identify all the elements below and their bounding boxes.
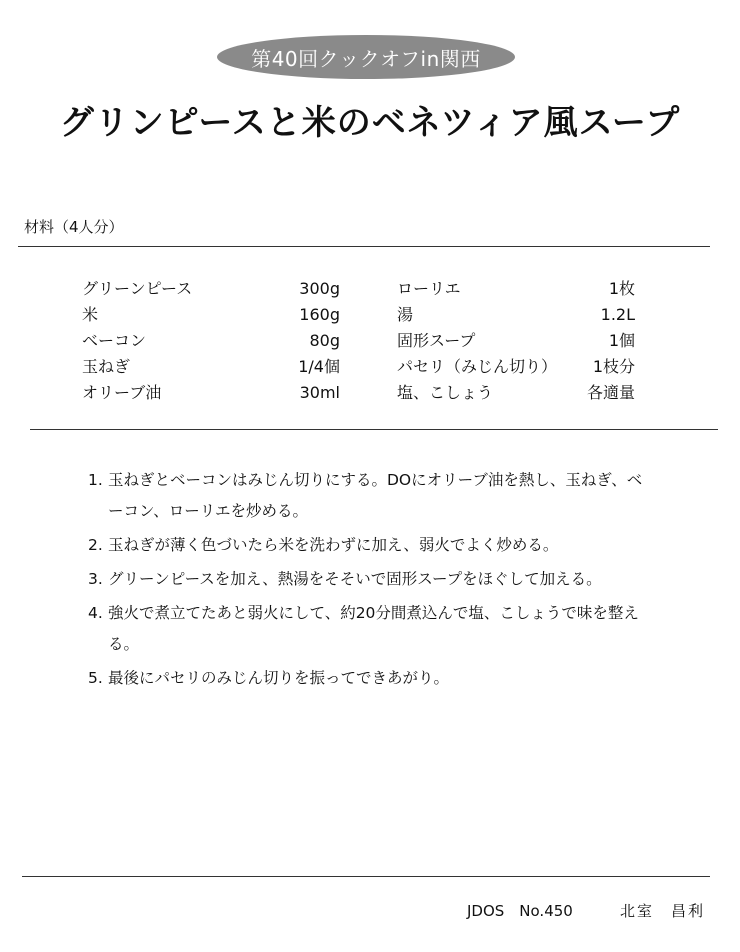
- ingredient-name: ローリエ: [397, 279, 461, 298]
- ingredient-amount: 1/4個: [298, 357, 340, 376]
- recipe-title: グリンピースと米のベネツィア風スープ: [59, 103, 681, 143]
- step-item: [88, 465, 648, 527]
- step-number: 3.: [88, 570, 103, 588]
- ingredient-row: [397, 380, 635, 406]
- step-item: [88, 663, 648, 694]
- steps-list: [88, 465, 648, 697]
- ingredient-row: [397, 354, 635, 380]
- ingredient-name: オリーブ油: [82, 383, 162, 402]
- ingredient-name: グリーンピース: [82, 279, 193, 298]
- ingredients-heading: 材料（4人分）: [24, 218, 124, 236]
- ingredient-amount: 1枝分: [592, 357, 635, 376]
- step-text: 強火で煮立てたあと弱火にして、約20分間煮込んで塩、こしょうで味を整える。: [108, 604, 639, 653]
- step-text: 最後にパセリのみじん切りを振ってできあがり。: [108, 669, 450, 687]
- step-item: [88, 530, 648, 561]
- ingredients-left-column: [82, 276, 340, 406]
- footer-id: JDOS No.450: [467, 902, 573, 920]
- footer-author: 北室 昌利: [620, 902, 706, 920]
- ingredient-row: [397, 328, 635, 354]
- ingredients-right-column: [397, 276, 635, 406]
- ingredient-amount: 1.2L: [600, 305, 635, 324]
- ingredient-name: 玉ねぎ: [82, 357, 131, 376]
- divider-top: [18, 246, 710, 247]
- ingredient-row: [82, 354, 340, 380]
- ingredient-name: ベーコン: [82, 331, 147, 350]
- step-number: 1.: [88, 471, 103, 489]
- step-text: 玉ねぎが薄く色づいたら米を洗わずに加え、弱火でよく炒める。: [108, 536, 559, 554]
- step-number: 5.: [88, 669, 103, 687]
- step-text: グリーンピースを加え、熱湯をそそいで固形スープをほぐして加える。: [108, 570, 602, 588]
- ingredient-row: [82, 276, 340, 302]
- step-item: [88, 564, 648, 595]
- ingredient-row: [397, 302, 635, 328]
- step-text: 玉ねぎとベーコンはみじん切りにする。DOにオリーブ油を熱し、玉ねぎ、ベーコン、ローリエを炒める。: [108, 471, 643, 520]
- event-badge: [217, 35, 515, 79]
- ingredient-name: 米: [82, 305, 99, 324]
- ingredient-name: 固形スープ: [397, 331, 476, 350]
- ingredient-amount: 1個: [608, 331, 635, 350]
- divider-bottom: [22, 876, 710, 877]
- event-label: 第40回クックオフin関西: [251, 46, 481, 71]
- ingredient-amount: 1枚: [608, 279, 635, 298]
- ingredient-amount: 各適量: [586, 383, 635, 402]
- ingredient-amount: 300g: [299, 279, 340, 298]
- ingredient-name: 湯: [397, 305, 414, 324]
- ingredient-row: [397, 276, 635, 302]
- ingredient-name: パセリ（みじん切り）: [397, 357, 558, 376]
- ingredient-amount: 160g: [299, 305, 340, 324]
- ingredient-name: 塩、こしょう: [397, 383, 494, 402]
- ingredient-row: [82, 302, 340, 328]
- ingredient-amount: 80g: [309, 331, 340, 350]
- step-number: 4.: [88, 604, 103, 622]
- ingredient-row: [82, 328, 340, 354]
- ingredient-row: [82, 380, 340, 406]
- step-item: [88, 598, 648, 660]
- divider-middle: [30, 429, 718, 430]
- step-number: 2.: [88, 536, 103, 554]
- ingredient-amount: 30ml: [299, 383, 340, 402]
